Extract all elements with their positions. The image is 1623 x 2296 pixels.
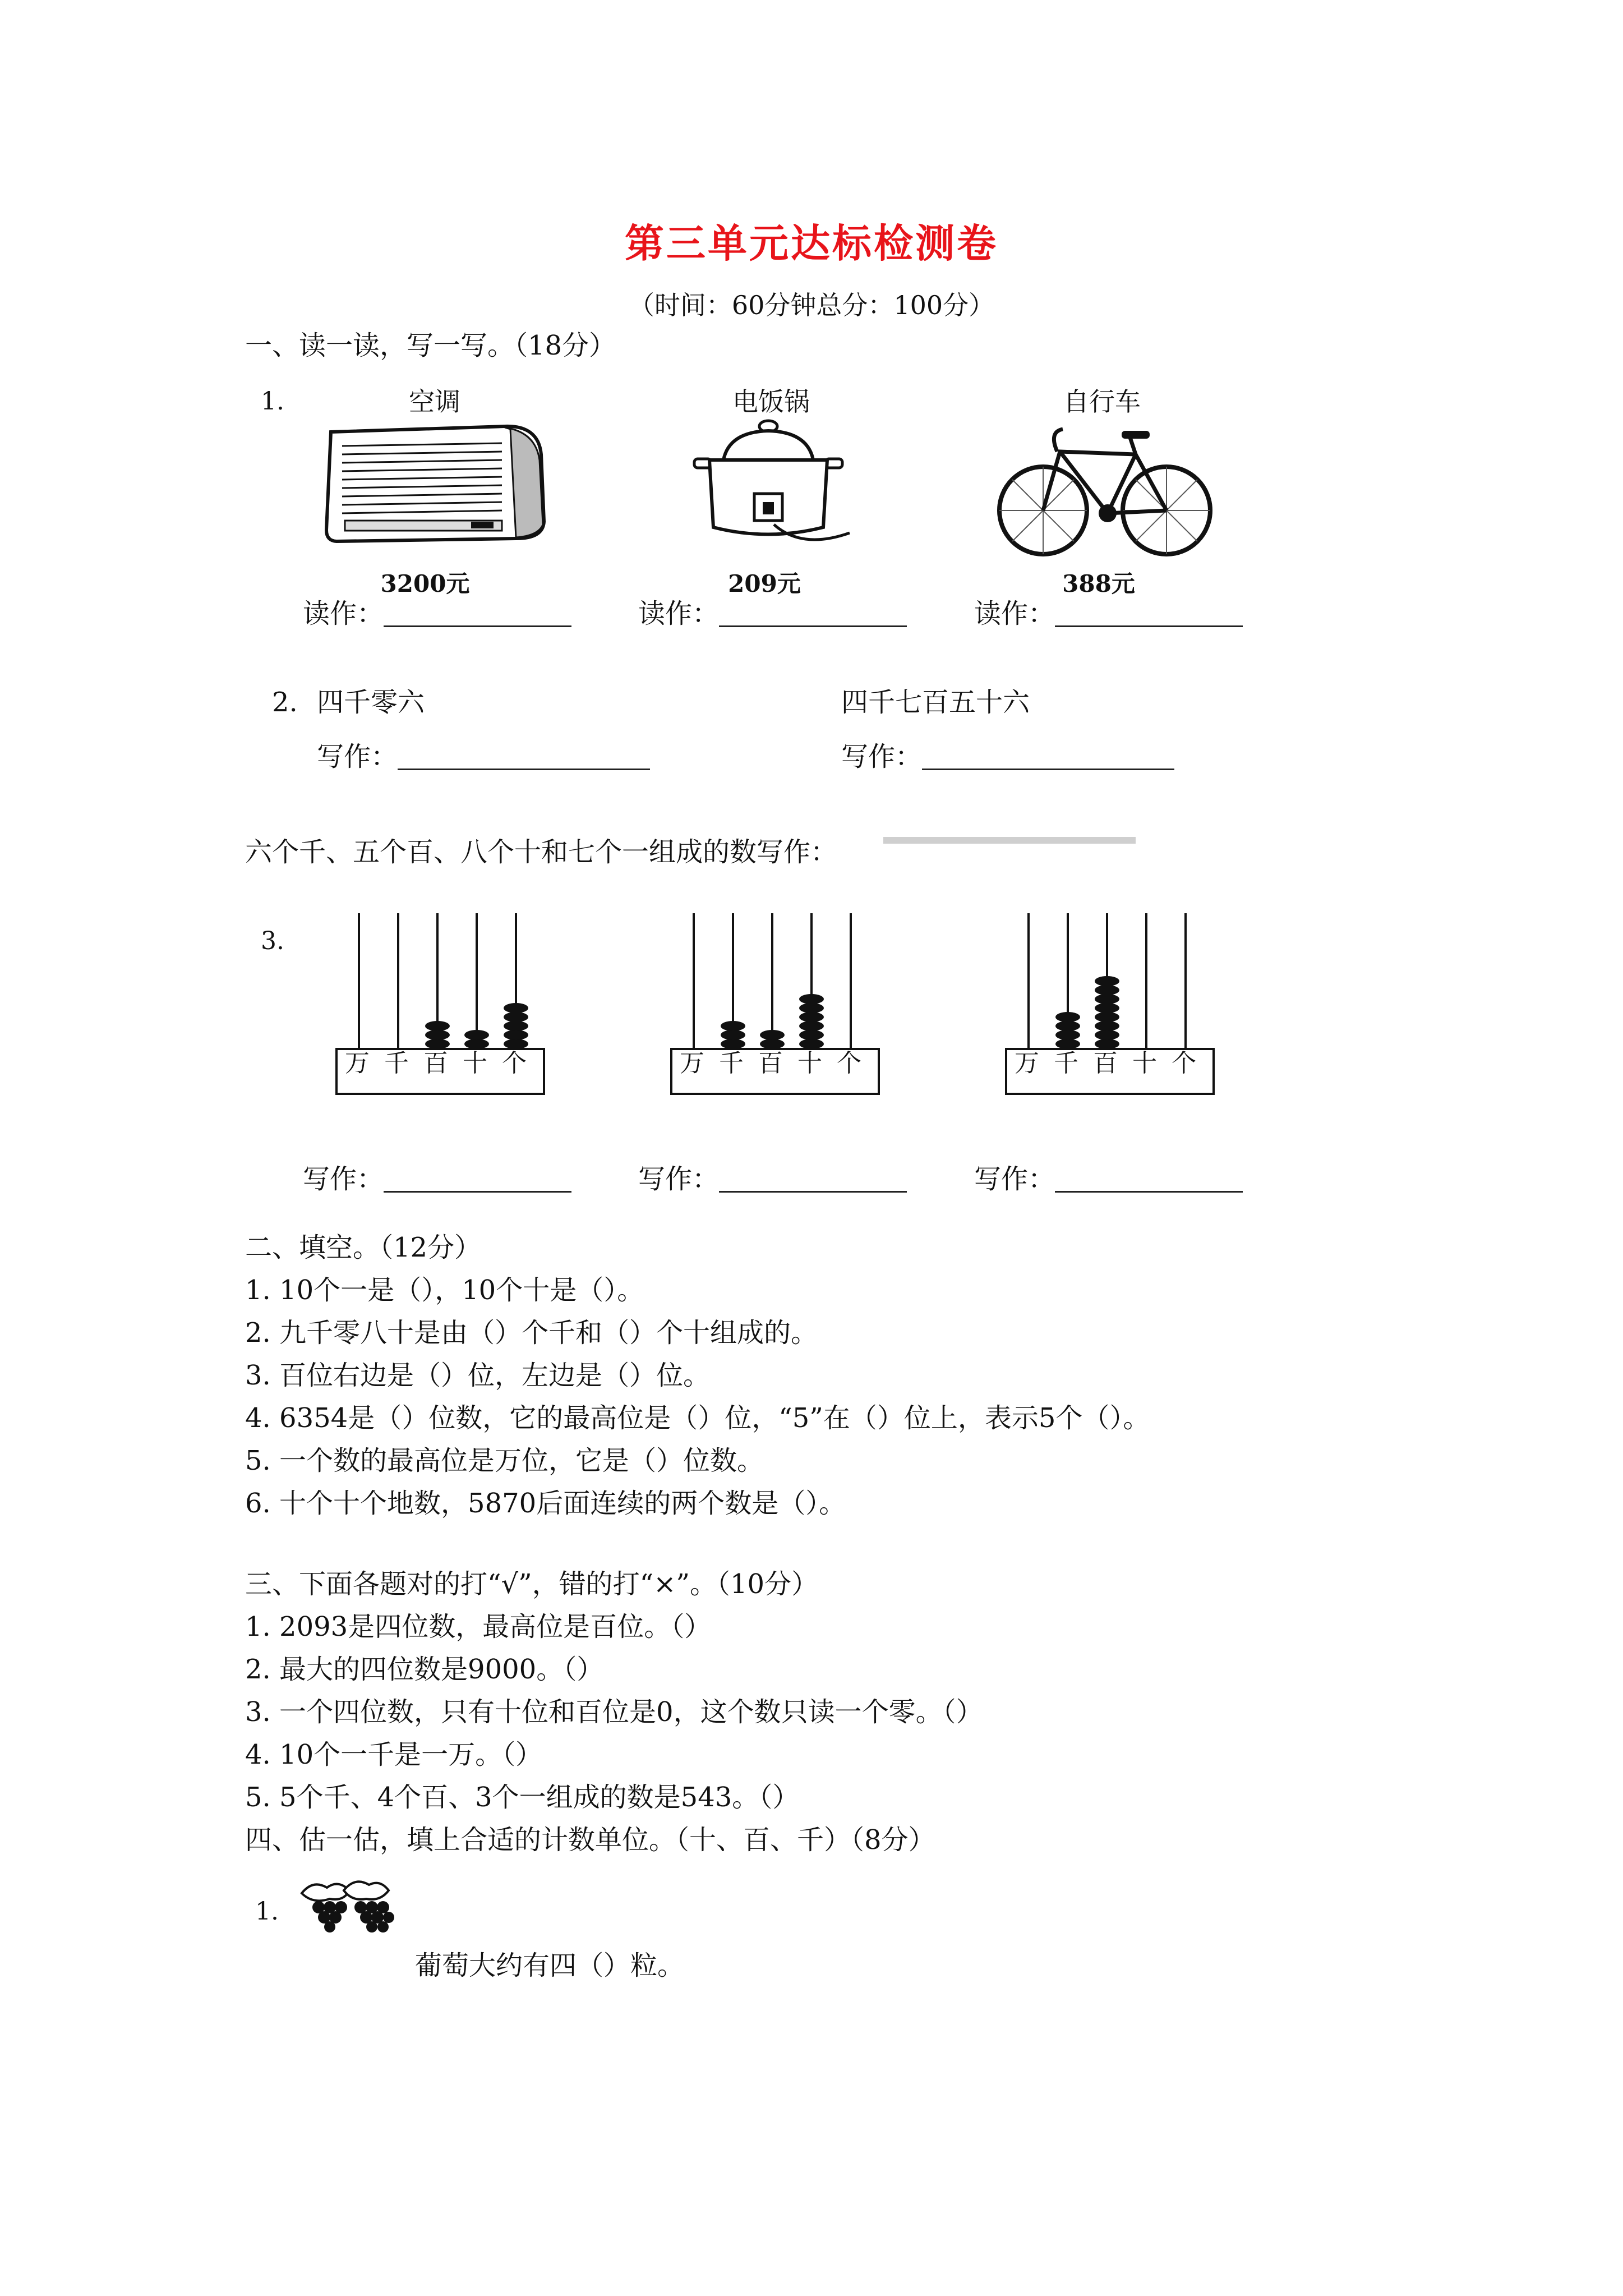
abacus-bead <box>760 1030 785 1040</box>
s4-q1-number: 1. <box>255 1897 279 1926</box>
bicycle-icon <box>995 415 1214 561</box>
abacus-bead <box>504 1021 528 1031</box>
item-name-air-conditioner: 空调 <box>409 386 460 417</box>
abacus-bead <box>799 1039 824 1049</box>
true-false-item: 5. 5个千、4个百、3个一组成的数是543。（） <box>245 1782 800 1813</box>
abacus-bead <box>799 1030 824 1040</box>
abacus-bead <box>1095 976 1119 986</box>
q2-number: 2. <box>272 687 298 718</box>
abacus-bead <box>464 1039 489 1049</box>
abacus-label: 十 <box>797 1049 822 1078</box>
true-false-item: 4. 10个一千是一万。（） <box>245 1739 543 1770</box>
fill-blank-item: 5. 一个数的最高位是万位，它是（）位数。 <box>245 1445 764 1476</box>
abacus-bead <box>504 1012 528 1022</box>
abacus-bead <box>1095 1030 1119 1040</box>
abacus-label: 百 <box>1093 1049 1118 1078</box>
true-false-item: 2. 最大的四位数是9000。（） <box>245 1654 604 1685</box>
page-title: 第三单元达标检测卷 <box>625 220 998 266</box>
grapes-icon <box>296 1876 403 1938</box>
abacus-bead <box>799 1021 824 1031</box>
abacus-label: 个 <box>837 1049 861 1078</box>
abacus-bead <box>425 1021 450 1031</box>
abacus-write-field-3[interactable]: 写作： <box>974 1166 1243 1193</box>
abacus-bead <box>1095 985 1119 995</box>
true-false-item: 1. 2093是四位数，最高位是百位。（） <box>245 1611 712 1642</box>
item-name-rice-cooker: 电饭锅 <box>732 386 810 417</box>
abacus-label: 个 <box>1172 1049 1196 1078</box>
abacus-1-labels <box>334 1049 547 1083</box>
abacus-bead <box>721 1039 745 1049</box>
q3-number: 3. <box>261 927 284 955</box>
abacus-bead <box>760 1039 785 1049</box>
read-as-field-2[interactable]: 读作： <box>638 600 907 627</box>
abacus-label: 十 <box>1132 1049 1157 1078</box>
fill-blank-item: 2. 九千零八十是由（）个千和（）个十组成的。 <box>245 1317 818 1349</box>
read-as-field-3[interactable]: 读作： <box>974 600 1243 627</box>
abacus-bead <box>1055 1021 1080 1031</box>
price-bicycle: 388元 <box>1062 570 1135 597</box>
q1-number: 1. <box>261 387 284 416</box>
section4-heading: 四、估一估，填上合适的计数单位。（十、百、千）（8分） <box>245 1824 935 1856</box>
write-as-field-b[interactable]: 写作： <box>841 743 1174 770</box>
item-name-bicycle: 自行车 <box>1063 386 1141 417</box>
section1-heading: 一、读一读，写一写。（18分） <box>245 330 616 361</box>
fill-blank-item: 1. 10个一是（），10个十是（）。 <box>245 1274 644 1306</box>
abacus-bead <box>425 1030 450 1040</box>
abacus-bead <box>1055 1030 1080 1040</box>
rice-cooker-icon <box>690 415 852 561</box>
abacus-bead <box>1095 994 1119 1004</box>
fill-blank-item: 3. 百位右边是（）位，左边是（）位。 <box>245 1360 711 1391</box>
abacus-label: 百 <box>758 1049 783 1078</box>
abacus-bead <box>464 1030 489 1040</box>
abacus-label: 千 <box>384 1049 409 1078</box>
abacus-bead <box>1095 1003 1119 1013</box>
abacus-bead <box>1055 1039 1080 1049</box>
compose-question: 六个千、五个百、八个十和七个一组成的数写作： <box>245 836 838 868</box>
abacus-write-field-2[interactable]: 写作： <box>638 1166 907 1193</box>
compose-answer-line[interactable] <box>883 837 1136 844</box>
price-air-conditioner: 3200元 <box>380 570 470 597</box>
abacus-bead <box>425 1039 450 1049</box>
write-as-field-a[interactable]: 写作： <box>317 743 650 770</box>
abacus-bead <box>721 1030 745 1040</box>
grapes-question: 葡萄大约有四（）粒。 <box>415 1950 685 1981</box>
abacus-bead <box>1095 1039 1119 1049</box>
q2-number-word-a: 四千零六 <box>317 687 425 718</box>
abacus-label: 万 <box>345 1049 370 1078</box>
abacus-bead <box>799 1003 824 1013</box>
fill-blank-item: 6. 十个十个地数，5870后面连续的两个数是（）。 <box>245 1488 846 1519</box>
fill-blank-item: 4. 6354是（）位数，它的最高位是（）位，“5”在（）位上，表示5个（）。 <box>245 1402 1150 1434</box>
abacus-label: 千 <box>719 1049 744 1078</box>
air-conditioner-icon <box>320 421 550 550</box>
section3-heading: 三、下面各题对的打“√”，错的打“×”。（10分） <box>245 1568 819 1600</box>
read-as-field-1[interactable]: 读作： <box>303 600 571 627</box>
abacus-label: 十 <box>463 1049 487 1078</box>
true-false-item: 3. 一个四位数，只有十位和百位是0，这个数只读一个零。（） <box>245 1696 983 1728</box>
abacus-3-labels <box>1003 1049 1216 1083</box>
section2-heading: 二、填空。（12分） <box>245 1232 482 1263</box>
abacus-bead <box>504 1003 528 1013</box>
abacus-write-field-1[interactable]: 写作： <box>303 1166 571 1193</box>
abacus-bead <box>799 994 824 1004</box>
abacus-bead <box>504 1039 528 1049</box>
abacus-bead <box>799 1012 824 1022</box>
abacus-bead <box>1095 1021 1119 1031</box>
abacus-label: 千 <box>1054 1049 1078 1078</box>
price-rice-cooker: 209元 <box>728 570 801 597</box>
abacus-label: 百 <box>423 1049 448 1078</box>
abacus-bead <box>1055 1012 1080 1022</box>
abacus-label: 个 <box>502 1049 527 1078</box>
abacus-2-labels <box>668 1049 882 1083</box>
abacus-bead <box>721 1021 745 1031</box>
abacus-bead <box>1095 1012 1119 1022</box>
page-subtitle: （时间：60分钟总分：100分） <box>628 290 995 320</box>
abacus-label: 万 <box>1015 1049 1039 1078</box>
q2-number-word-b: 四千七百五十六 <box>841 687 1030 718</box>
abacus-bead <box>504 1030 528 1040</box>
abacus-label: 万 <box>680 1049 704 1078</box>
